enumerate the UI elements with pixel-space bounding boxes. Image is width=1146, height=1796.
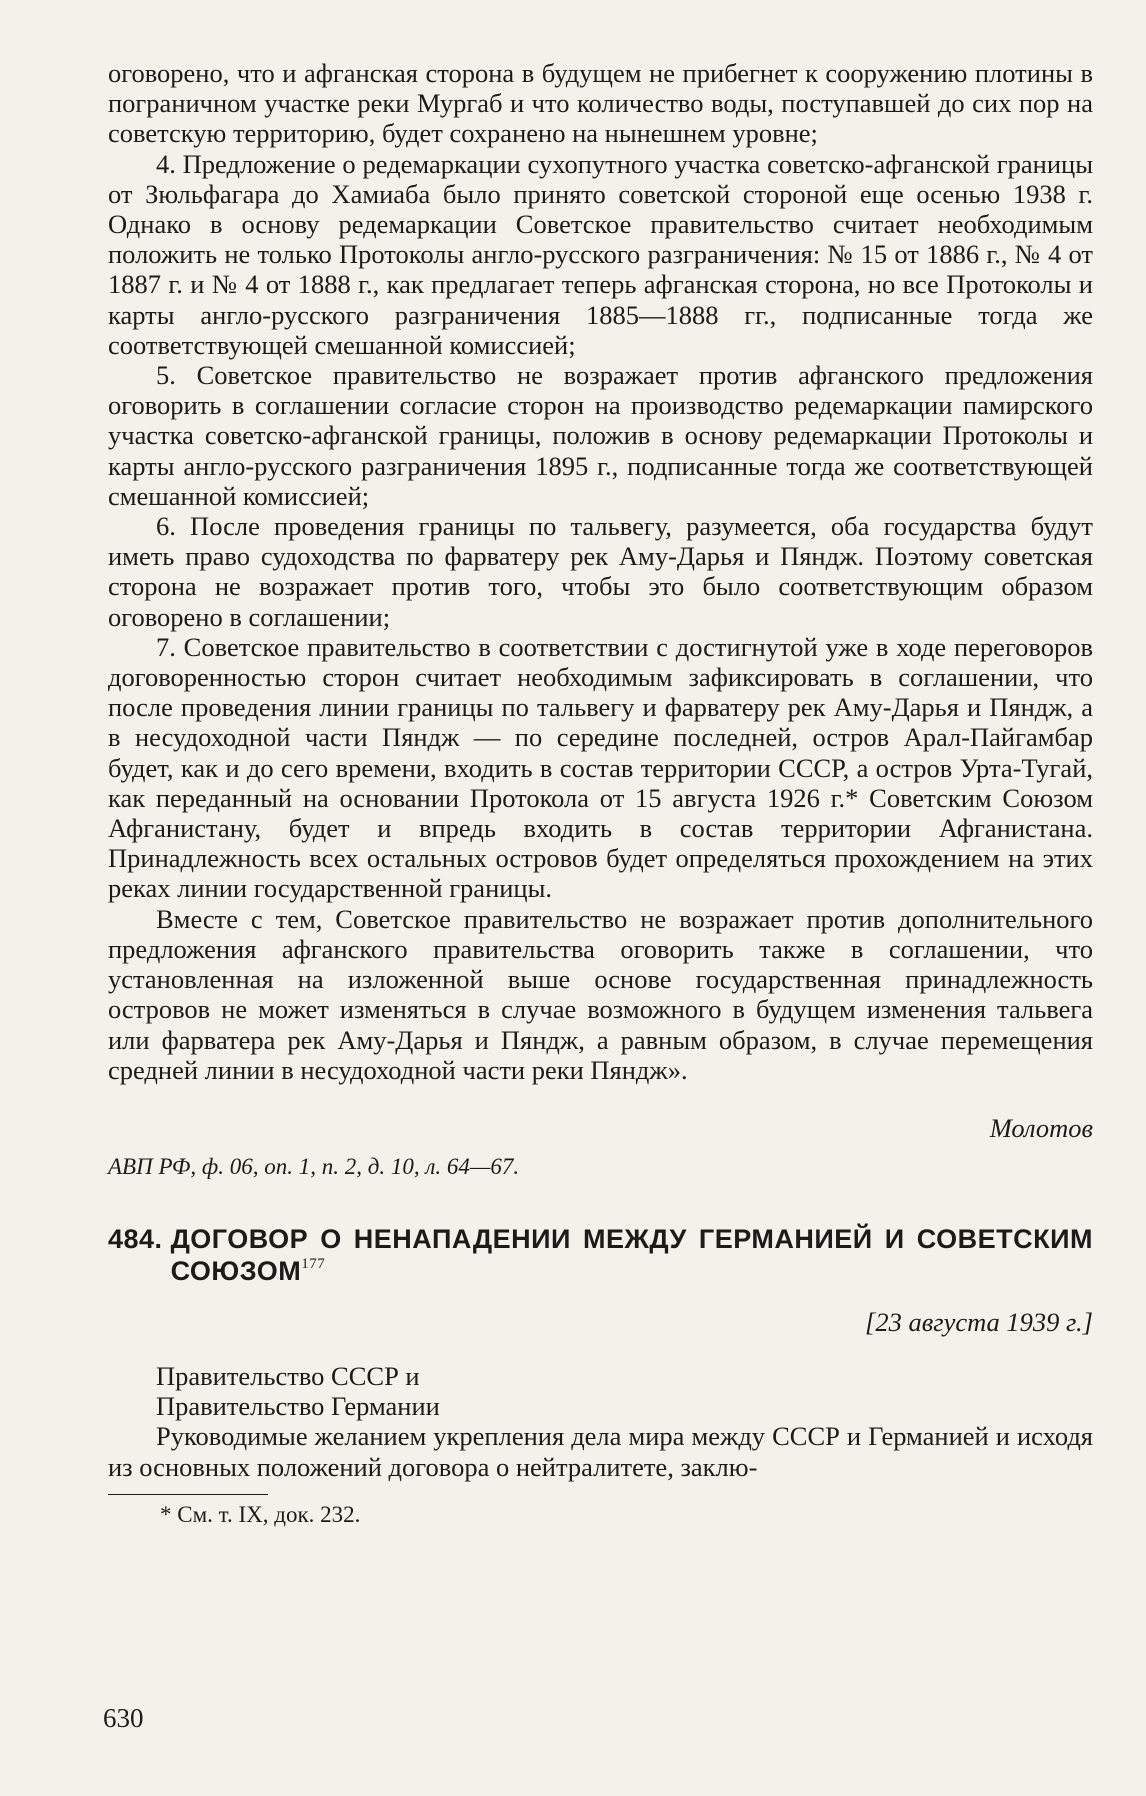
- document-page: [108, 58, 1093, 1529]
- document-number: 484.: [108, 1223, 171, 1254]
- footnote-divider: [108, 1494, 268, 1495]
- paragraph-point-5: 5. Советское правительство не возражает против афганского предложения оговорить в соглашении согласие сторон на производство редемаркации памирского участка советско-афганской границы, положив в основу редемаркации Протоколы и карты англо-русского разграничения 1895 г., подписанные тогда же соответствующей смешанной комиссией;: [108, 360, 1093, 511]
- document-title: ДОГОВОР О НЕНАПАДЕНИИ МЕЖДУ ГЕРМАНИЕЙ И СОВЕТСКИМ СОЮЗОМ: [170, 1223, 1093, 1286]
- preamble: Руководимые желанием укрепления дела мира между СССР и Германией и исходя из основных положений договора о нейтралитете, заклю-: [108, 1421, 1093, 1482]
- page-number: 630: [103, 1703, 144, 1733]
- document-date: [23 августа 1939 г.]: [865, 1306, 1093, 1337]
- party-ussr: Правительство СССР и: [156, 1360, 420, 1391]
- parties-block: [156, 1361, 1093, 1421]
- footnote: * См. т. IX, док. 232.: [160, 1501, 361, 1527]
- paragraph-intro-continuation: оговорено, что и афганская сторона в будущем не прибегнет к сооружению плотины в пограничном участке реки Мургаб и что количество воды, поступавшей до сих пор на советскую территорию, будет сохранено на нынешнем уровне;: [108, 58, 1093, 149]
- paragraph-point-6: 6. После проведения границы по тальвегу, разумеется, оба государства будут иметь право судоходства по фарватеру рек Аму-Дарья и Пяндж. Поэтому советская сторона не возражает против того, чтобы это было соответствующим образом оговорено в соглашении;: [108, 511, 1093, 632]
- paragraph-final: Вместе с тем, Советское правительство не возражает против дополнительного предложения афганского правительства оговорить также в соглашении, что установленная на изложенной выше основе государственная принадлежность островов не может изменяться в случае возможного в будущем изменения тальвега или фарватера рек Аму-Дарья и Пяндж, а равным образом, в случае перемещения средней линии в несудоходной части реки Пяндж».: [108, 903, 1093, 1085]
- document-heading: [108, 1223, 1093, 1287]
- party-germany: Правительство Германии: [156, 1391, 440, 1422]
- archive-source: АВП РФ, ф. 06, оп. 1, п. 2, д. 10, л. 64—67.: [108, 1153, 520, 1179]
- paragraph-point-7: 7. Советское правительство в соответствии с достигнутой уже в ходе переговоров договоренностью сторон считает необходимым зафиксировать в соглашении, что после проведения линии границы по тальвегу и фарватеру рек Аму-Дарья и Пяндж, а в несудоходной части Пяндж — по середине последней, остров Арал-Пайгамбар будет, как и до сего времени, входить в состав территории СССР, а остров Урта-Тугай, как переданный на основании Протокола от 15 августа 1926 г.* Советским Союзом Афганистану, будет и впредь входить в состав территории Афганистана. Принадлежность всех остальных островов будет определяться прохождением на этих реках линии государственной границы.: [108, 631, 1093, 904]
- footnote-reference: 177: [301, 1255, 326, 1272]
- document-title-wrap: [171, 1223, 1093, 1287]
- paragraph-point-4: 4. Предложение о редемаркации сухопутного участка советско-афганской границы от Зюльфагара до Хамиаба было принято советской стороной еще осенью 1938 г. Однако в основу редемаркации Советское правительство считает необходимым положить не только Протоколы англо-русского разграничения: № 15 от 1886 г., № 4 от 1887 г. и № 4 от 1888 г., как предлагает теперь афганская сторона, но все Протоколы и карты англо-русского разграничения 1885—1888 гг., подписанные тогда же соответствующей смешанной комиссией;: [108, 148, 1093, 360]
- signature: Молотов: [989, 1112, 1093, 1143]
